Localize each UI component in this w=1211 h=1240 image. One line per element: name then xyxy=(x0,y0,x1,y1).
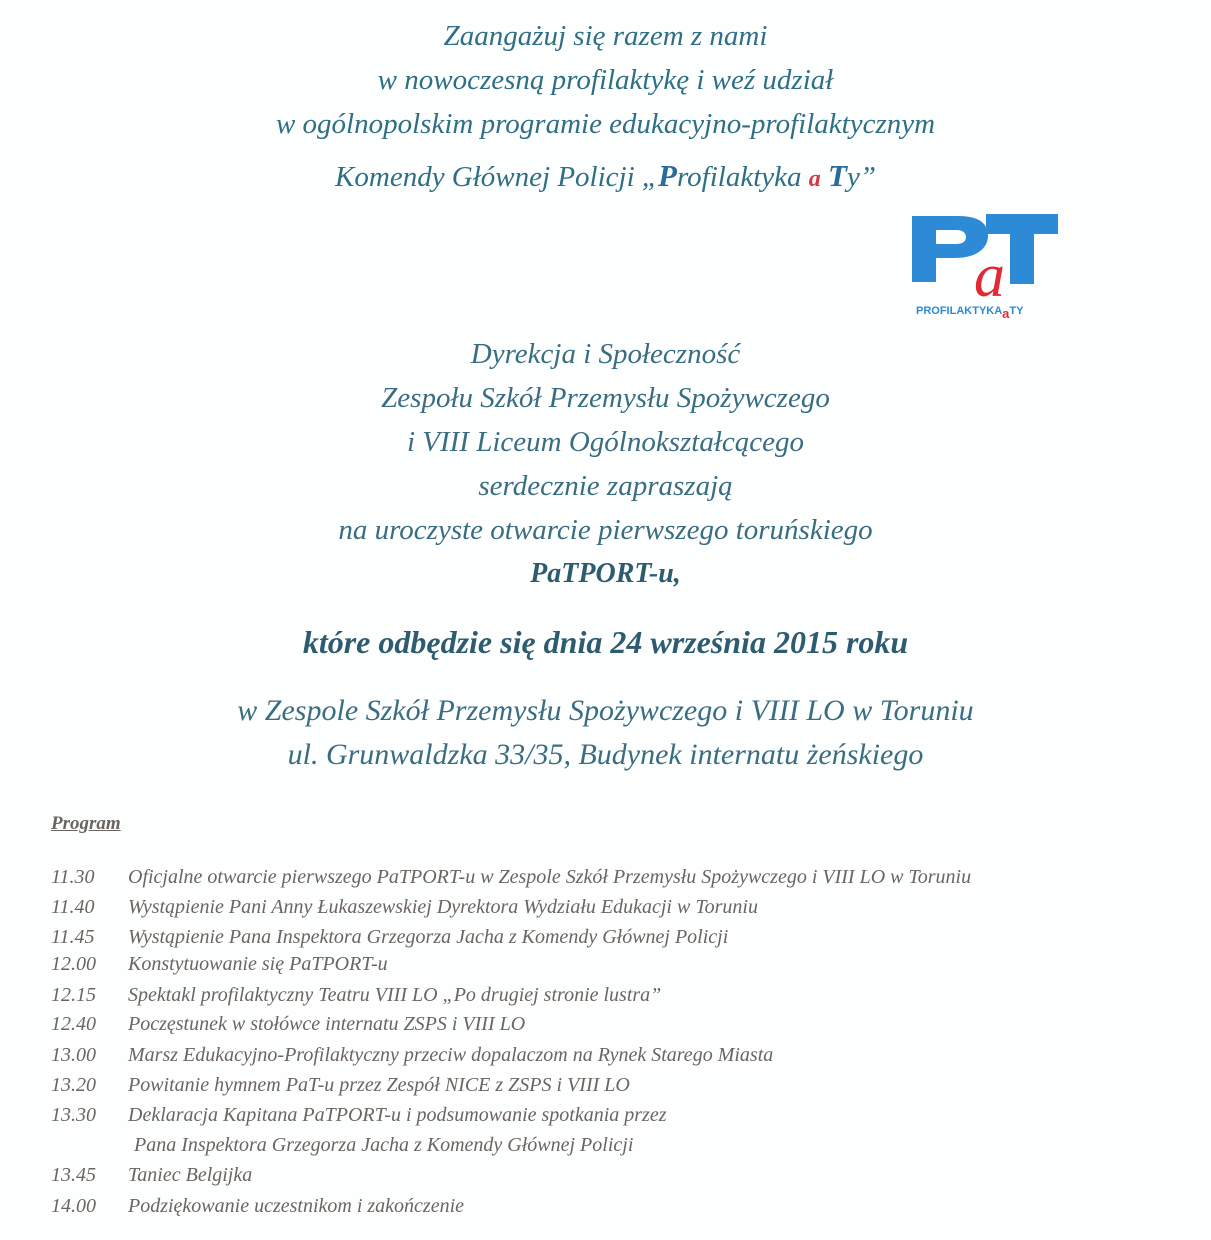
program-description: Powitanie hymnem PaT-u przez Zespół NICE z ZSPS i VIII LO xyxy=(128,1074,630,1096)
program-row xyxy=(51,1074,630,1097)
program-description: Spektakl profilaktyczny Teatru VIII LO „Po drugiej stronie lustra” xyxy=(128,984,662,1006)
program-time: 13.00 xyxy=(51,1044,96,1066)
program-row xyxy=(51,1195,464,1218)
program-time: 13.30 xyxy=(51,1104,96,1126)
event-date: które odbędzie się dnia 24 września 2015 roku xyxy=(302,624,909,660)
program-time: 14.00 xyxy=(51,1195,96,1217)
program-row xyxy=(51,896,758,919)
venue-line-1: w Zespole Szkół Przemysłu Spożywczego i VIII LO w Toruniu xyxy=(237,694,974,727)
program-time: 11.40 xyxy=(51,896,95,918)
logo-caption: PROFILAKTYKAaTY xyxy=(916,305,1024,321)
program-time: 12.40 xyxy=(51,1013,96,1035)
program-description: Konstytuowanie się PaTPORT-u xyxy=(128,953,388,975)
intro-line-2: w nowoczesną profilaktykę i weź udział xyxy=(377,64,834,96)
venue-line-2: ul. Grunwaldzka 33/35, Budynek internatu żeńskiego xyxy=(287,738,924,771)
invitation-line-1: Dyrekcja i Społeczność xyxy=(470,338,741,370)
program-description: Podziękowanie uczestnikom i zakończenie xyxy=(128,1195,465,1217)
invitation-line-3: i VIII Liceum Ogólnokształcącego xyxy=(406,426,805,458)
program-title-word-1: rofilaktyka xyxy=(676,161,809,193)
program-row xyxy=(51,1044,773,1067)
pat-logo xyxy=(906,210,1062,322)
program-description: Wystąpienie Pani Anny Łukaszewskiej Dyrektora Wydziału Edukacji w Toruniu xyxy=(128,896,758,918)
program-time: 11.30 xyxy=(51,866,95,888)
program-title-letter-a: a xyxy=(808,166,821,192)
intro-line-3: w ogólnopolskim programie edukacyjno-profilaktycznym xyxy=(275,108,936,140)
invitation-line-5: na uroczyste otwarcie pierwszego toruńskiego xyxy=(338,514,873,546)
program-row xyxy=(51,953,388,976)
program-description: Taniec Belgijka xyxy=(128,1164,253,1186)
program-description: Poczęstunek w stołówce internatu ZSPS i VIII LO xyxy=(128,1013,526,1035)
pat-logo-graphic xyxy=(906,210,1062,322)
event-name: PaTPORT-u, xyxy=(530,558,681,589)
program-title-space xyxy=(821,161,828,193)
program-time: 11.45 xyxy=(51,926,95,948)
program-time: 12.15 xyxy=(51,984,96,1006)
program-description: Deklaracja Kapitana PaTPORT-u i podsumowanie spotkania przez xyxy=(128,1104,667,1126)
program-row xyxy=(51,1013,525,1036)
program-time: 13.45 xyxy=(51,1164,96,1186)
program-time: 13.20 xyxy=(51,1074,96,1096)
logo-letter-a: a xyxy=(974,242,1005,310)
program-row xyxy=(51,984,661,1007)
program-description: Wystąpienie Pana Inspektora Grzegorza Jacha z Komendy Głównej Policji xyxy=(128,926,729,948)
invitation-line-4: serdecznie zapraszają xyxy=(478,470,733,502)
program-row-continuation: Pana Inspektora Grzegorza Jacha z Komendy Głównej Policji xyxy=(134,1134,634,1156)
program-row xyxy=(51,1104,667,1127)
program-title-word-2: y” xyxy=(846,161,876,193)
program-row xyxy=(51,866,971,889)
program-heading: Program xyxy=(51,813,121,834)
program-description: Oficjalne otwarcie pierwszego PaTPORT-u w Zespole Szkół Przemysłu Spożywczego i VIII LO w Toruniu xyxy=(128,866,972,888)
invitation-line-2: Zespołu Szkół Przemysłu Spożywczego xyxy=(381,382,830,414)
program-row xyxy=(51,926,728,949)
intro-line-4 xyxy=(0,158,1211,194)
program-row xyxy=(51,1164,252,1187)
program-title-letter-p: P xyxy=(658,158,677,193)
program-description: Marsz Edukacyjno-Profilaktyczny przeciw dopalaczom na Rynek Starego Miasta xyxy=(128,1044,774,1066)
program-time: 12.00 xyxy=(51,953,96,975)
program-title-letter-t: T xyxy=(828,158,847,193)
intro-line-1: Zaangażuj się razem z nami xyxy=(443,20,768,52)
intro-line-4-prefix: Komendy Głównej Policji „ xyxy=(335,161,659,193)
